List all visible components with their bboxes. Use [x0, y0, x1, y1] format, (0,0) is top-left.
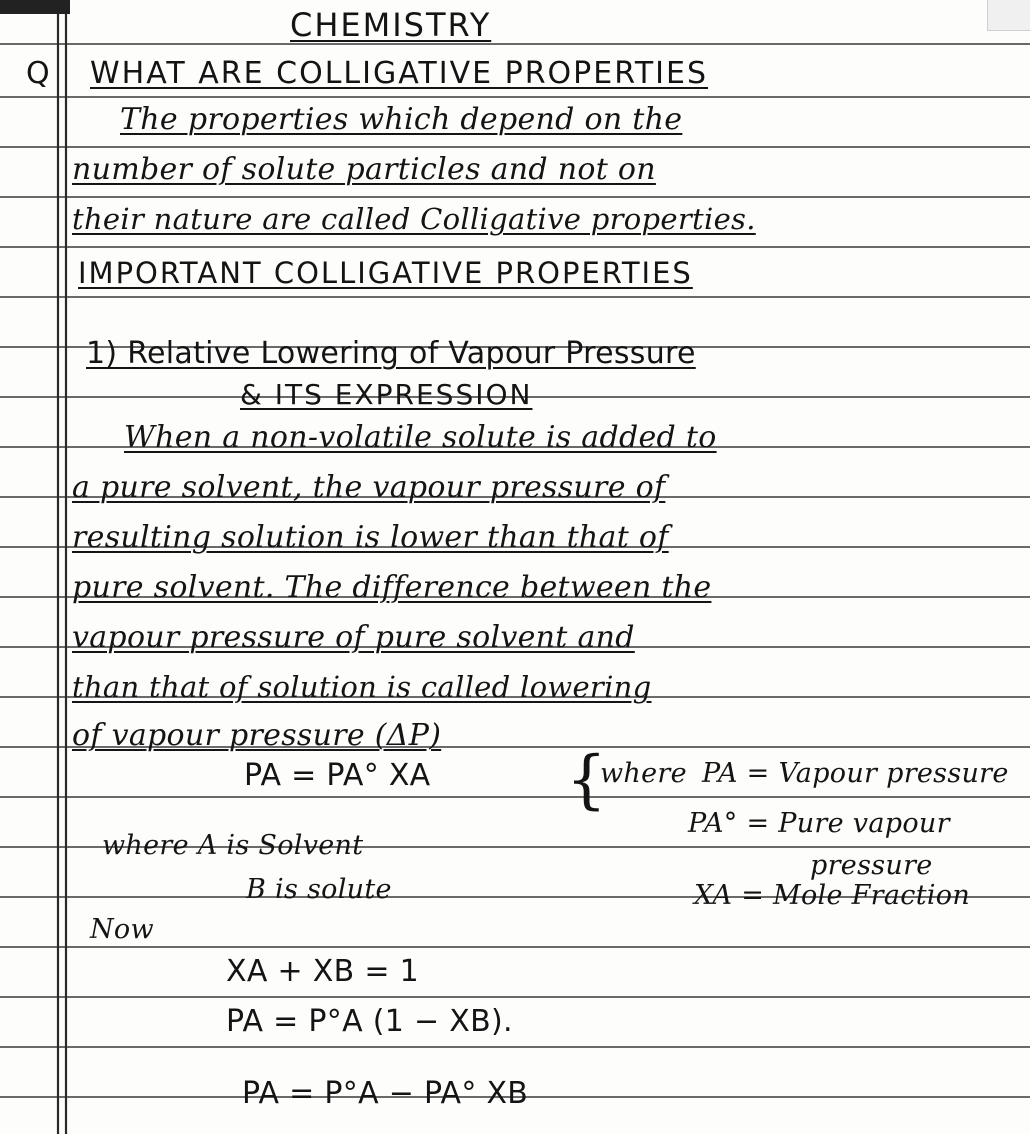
page-edge-mark [0, 0, 70, 14]
equation-mole-sum: XA + XB = 1 [226, 954, 420, 989]
definition-vapour-pressure: PA = Vapour pressure [702, 758, 1009, 789]
section-heading: IMPORTANT COLLIGATIVE PROPERTIES [78, 256, 693, 290]
definition-mole-fraction: XA = Mole Fraction [694, 880, 971, 911]
question-marker: Q [26, 56, 52, 91]
explanation-line: vapour pressure of pure solvent and [72, 620, 635, 655]
definition-line: their nature are called Colligative properties. [72, 202, 756, 236]
now-label: Now [90, 914, 154, 945]
page-title: CHEMISTRY [290, 6, 492, 44]
where-label: where [600, 758, 687, 789]
explanation-line: of vapour pressure (ΔP) [72, 718, 442, 753]
topic-heading: 1) Relative Lowering of Vapour Pressure [86, 336, 696, 371]
equation-expanded: PA = P°A − PA° XB [242, 1076, 529, 1111]
explanation-line: a pure solvent, the vapour pressure of [72, 470, 666, 505]
explanation-line: resulting solution is lower than that of [72, 520, 669, 555]
where-solute: B is solute [246, 874, 392, 905]
equation-substitution: PA = P°A (1 − XB). [226, 1004, 513, 1039]
definition-line: The properties which depend on the [120, 102, 683, 137]
explanation-line: pure solvent. The difference between the [72, 570, 712, 605]
topic-subheading: & ITS EXPRESSION [240, 378, 533, 411]
page-corner [987, 0, 1030, 31]
definition-pressure: pressure [810, 850, 933, 881]
definition-line: number of solute particles and not on [72, 152, 656, 187]
question-heading: WHAT ARE COLLIGATIVE PROPERTIES [90, 56, 709, 91]
equation-raoult: PA = PA° XA [244, 758, 431, 793]
where-solvent: where A is Solvent [102, 830, 364, 861]
curly-brace: { [566, 743, 607, 817]
explanation-line: When a non-volatile solute is added to [124, 420, 717, 455]
explanation-line: than that of solution is called lowering [72, 670, 652, 704]
definition-pure-vapour: PA° = Pure vapour [688, 808, 950, 839]
